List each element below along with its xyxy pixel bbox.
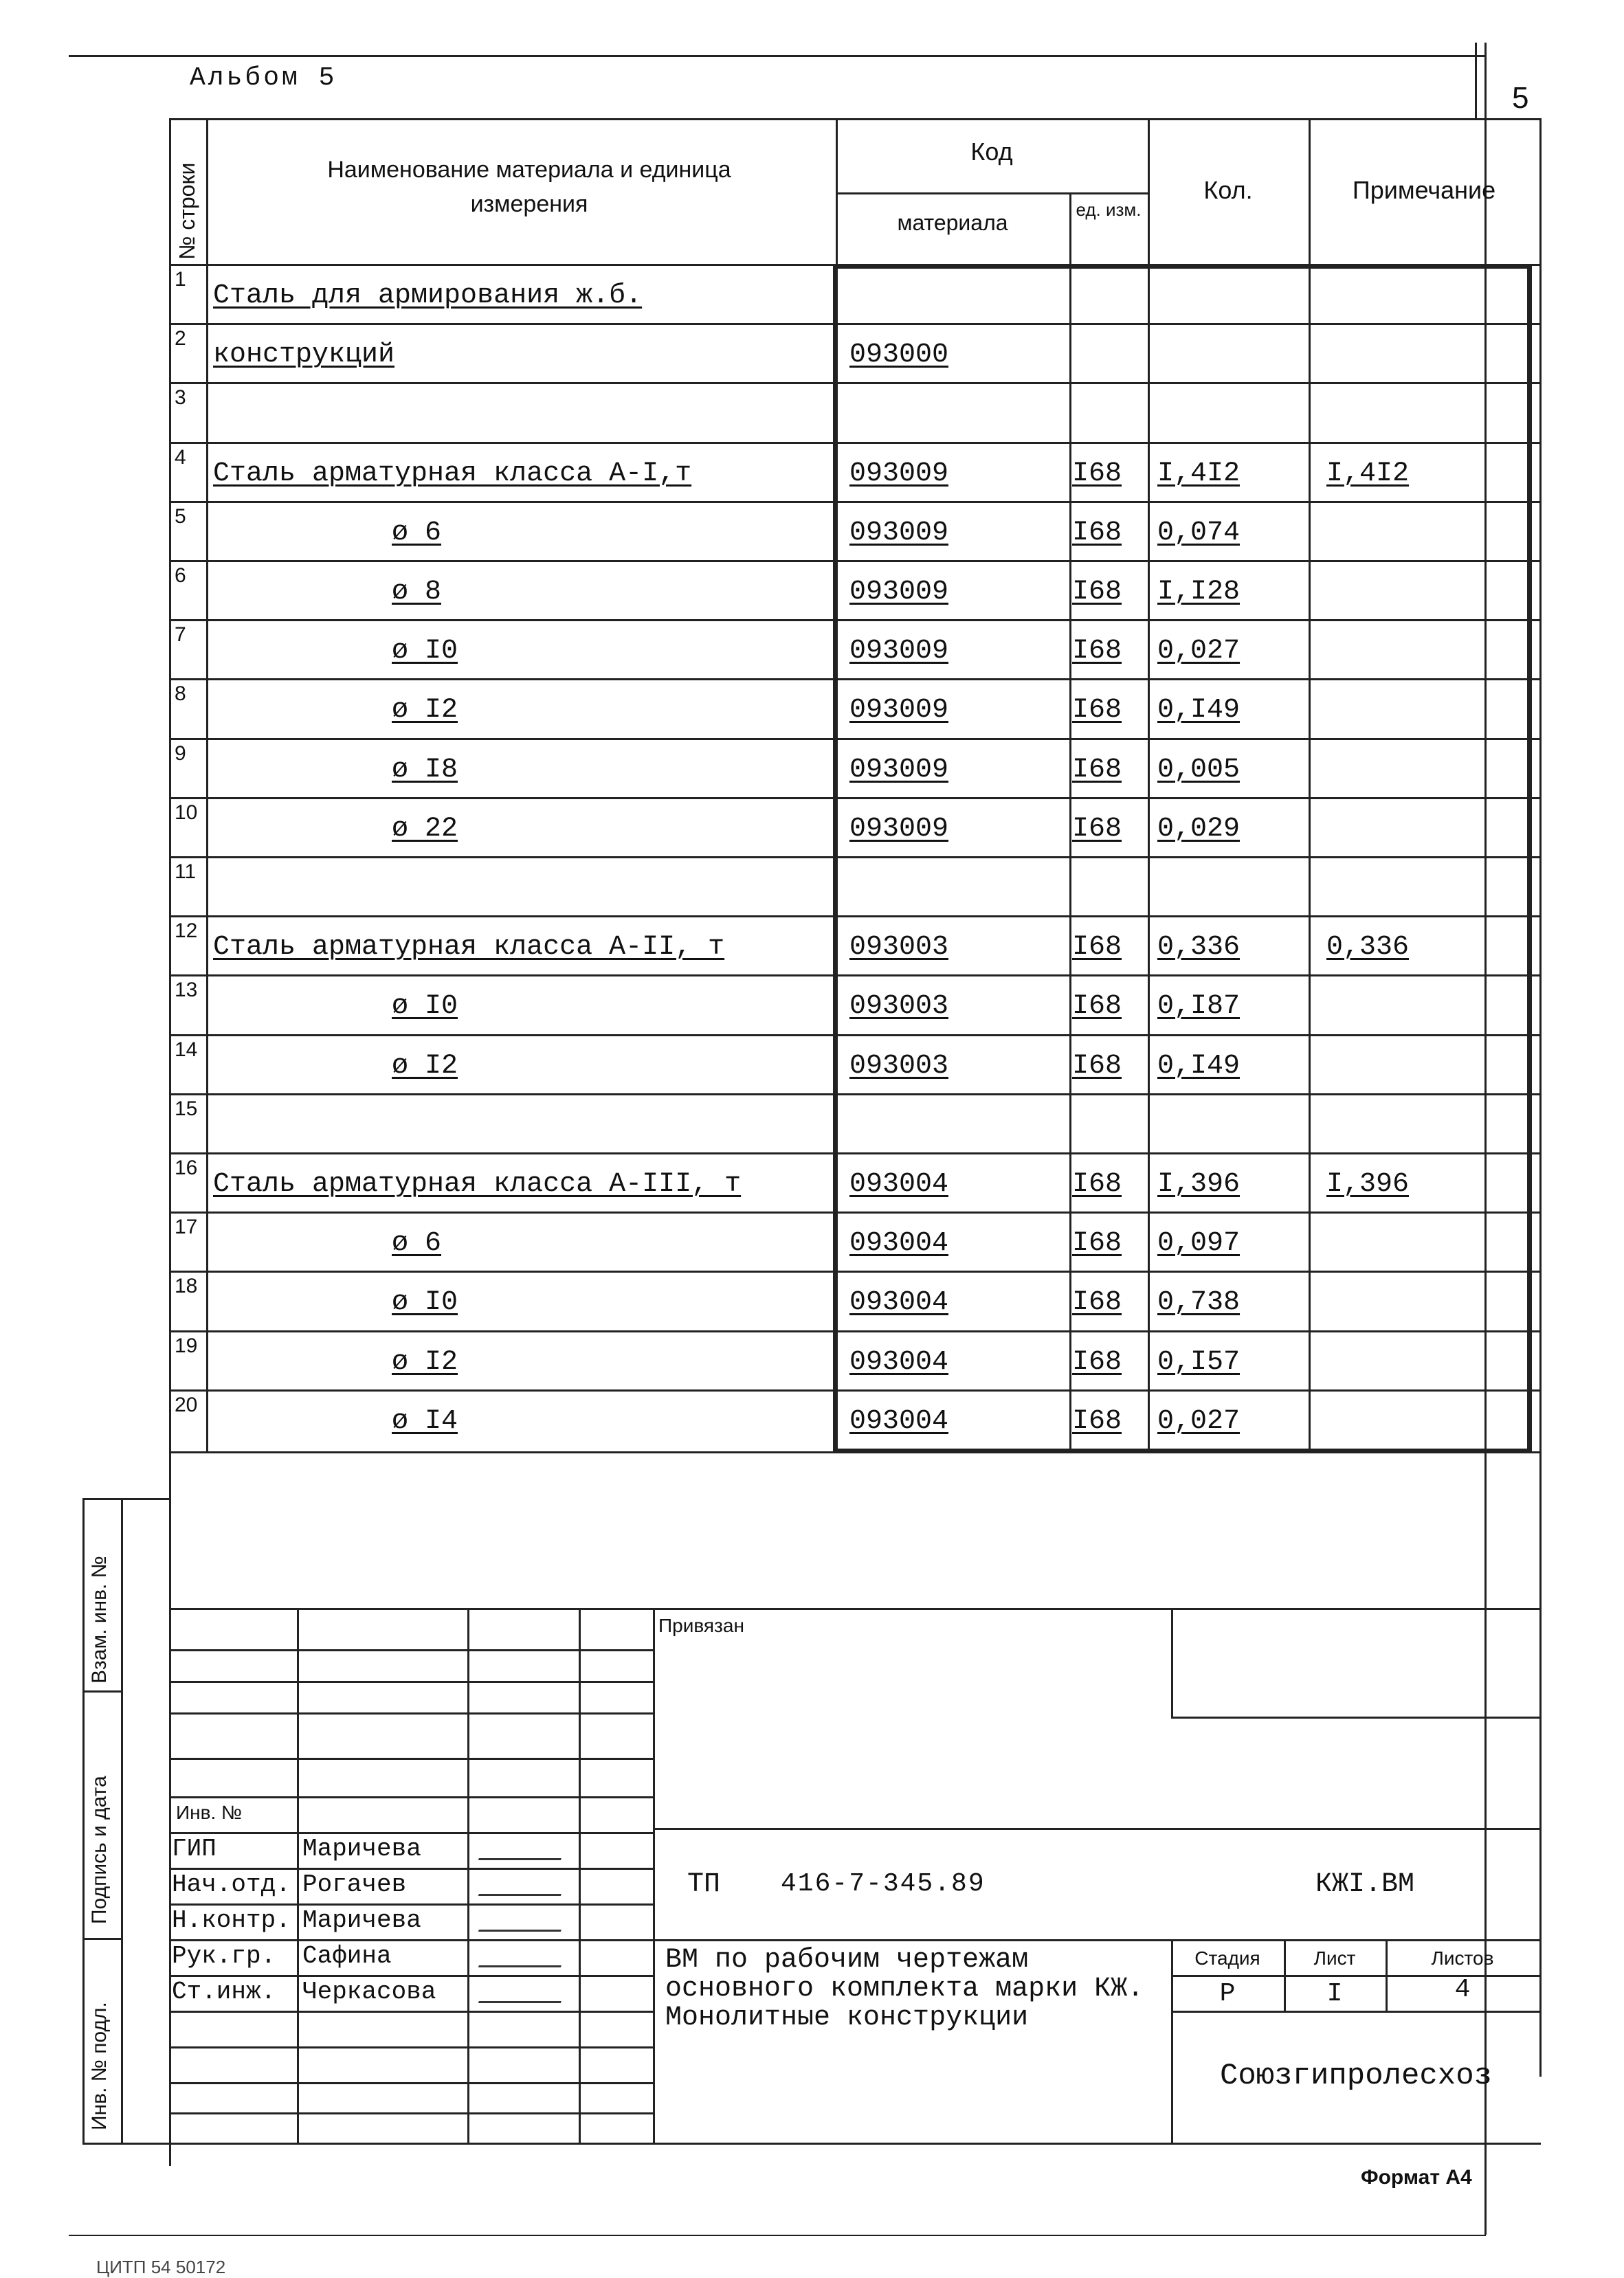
cell-name: ø I2: [392, 1050, 458, 1082]
side-sep-2: [82, 1938, 121, 1940]
cell-code: 093009: [849, 695, 949, 726]
row-separator: [169, 915, 1541, 917]
stamp-r10: [169, 1975, 653, 1977]
header-qty: Кол.: [1203, 176, 1253, 204]
cell-name: ø I8: [392, 754, 458, 785]
side-podpis: Подпись и дата: [88, 1776, 111, 1924]
sheet-value: I: [1326, 1979, 1343, 2009]
stamp-r2: [169, 1681, 653, 1683]
drawing-description: ВМ по рабочим чертежам основного комплекта марки КЖ. Монолитные конструкции: [665, 1946, 1144, 2033]
side-strip-right: [121, 1498, 123, 2144]
row-number: 17: [175, 1216, 198, 1239]
row-number: 18: [175, 1275, 198, 1298]
cell-unit: I68: [1072, 1405, 1122, 1437]
row-number: 20: [175, 1393, 198, 1416]
cell-unit: I68: [1072, 1169, 1122, 1200]
header-unit: ед. изм.: [1076, 199, 1142, 220]
stamp-col-3: [579, 1608, 581, 2144]
cell-qty: 0,I57: [1157, 1346, 1241, 1378]
cell-unit: I68: [1072, 754, 1122, 785]
row-separator: [169, 501, 1541, 503]
cell-code: 093004: [849, 1228, 949, 1260]
row-number: 6: [175, 564, 186, 587]
tp-number: 416-7-345.89: [781, 1869, 986, 1899]
signer-role: ГИП: [172, 1835, 216, 1863]
cell-qty: 0,005: [1157, 754, 1241, 785]
row-number: 14: [175, 1038, 198, 1061]
privyazan-label: Привязан: [658, 1615, 744, 1636]
cell-code: 093009: [849, 754, 949, 785]
signer-role: Рук.гр.: [172, 1942, 276, 1970]
cell-unit: I68: [1072, 813, 1122, 845]
sheets-value: 4: [1454, 1975, 1471, 2005]
row-separator: [169, 1389, 1541, 1392]
row-separator: [169, 323, 1541, 325]
format-label: Формат А4: [1361, 2166, 1472, 2189]
row-number: 7: [175, 623, 186, 647]
row-number: 3: [175, 386, 186, 410]
row-separator: [169, 974, 1541, 976]
cell-qty: I,396: [1157, 1169, 1241, 1200]
cell-code: 093004: [849, 1346, 949, 1378]
signer-name: Сафина: [302, 1942, 392, 1970]
signature-scribble: [478, 1880, 566, 1896]
row-separator: [169, 1330, 1541, 1332]
cell-code: 093009: [849, 813, 949, 845]
cell-name: ø 6: [392, 1228, 442, 1260]
row-separator: [169, 560, 1541, 562]
signature-scribble: [478, 1844, 566, 1860]
stamp-col-1: [297, 1608, 299, 2144]
signature-scribble: [478, 1952, 566, 1967]
signer-name: Черкасова: [302, 1978, 436, 2006]
stamp-r1: [169, 1649, 653, 1651]
header-name: Наименование материала и единица измерения: [327, 157, 731, 217]
frame-right: [1484, 43, 1487, 2235]
signer-role: Ст.инж.: [172, 1978, 276, 2006]
row-number: 15: [175, 1097, 198, 1120]
cell-code: 093009: [849, 517, 949, 548]
stamp-r14: [169, 2112, 653, 2114]
cell-name: ø 6: [392, 517, 442, 548]
row-separator: [169, 1093, 1541, 1095]
cell-qty: 0,336: [1157, 932, 1241, 963]
signature-scribble: [478, 1987, 566, 2003]
cell-name: ø I0: [392, 991, 458, 1023]
stamp-stage-left: [1171, 1939, 1173, 2143]
cell-name: ø I2: [392, 695, 458, 726]
cell-qty: 0,027: [1157, 1405, 1241, 1437]
stamp-bottom: [82, 2143, 1541, 2145]
side-top: [82, 1498, 169, 1500]
stage-header: Стадия: [1194, 1947, 1260, 1969]
cell-name: Сталь арматурная класса А-III, т: [213, 1169, 742, 1200]
row-separator: [169, 1211, 1541, 1214]
stamp-r5: [169, 1796, 653, 1798]
privyazan-split: [1171, 1608, 1173, 1718]
stamp-title-bottom: [653, 1939, 1541, 1941]
cell-unit: I68: [1072, 695, 1122, 726]
footer-code: ЦИТП 54 50172: [96, 2257, 226, 2277]
sheet-header: Лист: [1313, 1947, 1356, 1969]
cell-code: 093003: [849, 932, 949, 963]
row-separator: [169, 442, 1541, 444]
cell-unit: I68: [1072, 1050, 1122, 1082]
cell-name: ø 22: [392, 813, 458, 845]
cell-note: 0,336: [1326, 932, 1410, 963]
row-number: 2: [175, 327, 186, 350]
row-separator: [169, 738, 1541, 740]
cell-code: 093003: [849, 991, 949, 1023]
cell-qty: 0,I49: [1157, 1050, 1241, 1082]
col-unit-left-header: [1069, 192, 1071, 264]
page-number-box-left: [1475, 43, 1477, 120]
stamp-r7: [169, 1868, 653, 1870]
row-number: 12: [175, 919, 198, 943]
row-number: 10: [175, 801, 198, 824]
signer-name: Рогачев: [302, 1871, 407, 1899]
stamp-r13: [169, 2082, 653, 2084]
stamp-top: [169, 1608, 1541, 1610]
cell-qty: 0,097: [1157, 1228, 1241, 1260]
header-top: [169, 118, 1541, 120]
row-number: 1: [175, 268, 186, 291]
cell-code: 093004: [849, 1287, 949, 1319]
signer-role: Нач.отд.: [172, 1871, 291, 1899]
album-label: Альбом 5: [190, 63, 337, 93]
cell-code: 093004: [849, 1169, 949, 1200]
cell-name: Сталь арматурная класса А-I,т: [213, 458, 692, 489]
row-separator: [169, 1152, 1541, 1154]
cell-qty: I,4I2: [1157, 458, 1241, 489]
row-number: 5: [175, 504, 186, 528]
row-separator: [169, 856, 1541, 858]
row-number: 19: [175, 1334, 198, 1357]
inv-no-label: Инв. №: [176, 1802, 243, 1823]
stamp-stage-bottom: [1171, 2011, 1541, 2013]
stamp-r9: [169, 1939, 653, 1941]
table-left: [169, 118, 171, 2166]
cell-unit: I68: [1072, 577, 1122, 607]
privyazan-bottom-right: [1171, 1717, 1541, 1719]
table-right: [1539, 118, 1542, 2077]
cell-qty: 0,074: [1157, 517, 1241, 548]
row-number: 8: [175, 682, 186, 706]
stamp-r6: [169, 1832, 653, 1834]
cell-note: I,396: [1326, 1169, 1410, 1200]
cell-unit: I68: [1072, 636, 1122, 667]
tp-label: ТП: [687, 1869, 721, 1900]
cell-note: I,4I2: [1326, 458, 1410, 489]
code-subheader-line: [836, 192, 1148, 194]
stage-value: Р: [1219, 1979, 1236, 2009]
cell-name: конструкций: [213, 339, 395, 371]
cell-qty: 0,I49: [1157, 695, 1241, 726]
col-rownum: [206, 118, 208, 1451]
cell-unit: I68: [1072, 458, 1122, 489]
row-separator: [169, 678, 1541, 680]
cell-name: ø I2: [392, 1346, 458, 1378]
header-note: Примечание: [1352, 176, 1496, 204]
signature-scribble: [478, 1916, 566, 1932]
stamp-r12: [169, 2046, 653, 2048]
frame-top: [69, 55, 1484, 57]
cell-name: ø 8: [392, 577, 442, 607]
header-code: Код: [970, 137, 1013, 166]
cell-name: ø I0: [392, 636, 458, 667]
cell-code: 093009: [849, 458, 949, 489]
page-number: 5: [1512, 81, 1529, 115]
side-sep-1: [82, 1690, 121, 1693]
stamp-r3: [169, 1712, 653, 1715]
cell-name: Сталь для армирования ж.б.: [213, 280, 643, 311]
cell-qty: 0,738: [1157, 1287, 1241, 1319]
row-number: 11: [175, 860, 197, 883]
sheets-header: Листов: [1431, 1947, 1494, 1969]
cell-unit: I68: [1072, 991, 1122, 1023]
side-inv-podl: Инв. № подл.: [88, 2002, 111, 2130]
cell-unit: I68: [1072, 1287, 1122, 1319]
stamp-r11: [169, 2011, 653, 2013]
body-bottom: [169, 1451, 1541, 1453]
cell-code: 093000: [849, 339, 949, 371]
stamp-r4: [169, 1758, 653, 1760]
cell-unit: I68: [1072, 1228, 1122, 1260]
stamp-title-top: [653, 1828, 1541, 1830]
side-strip-left: [82, 1498, 85, 2144]
signer-role: Н.контр.: [172, 1906, 291, 1934]
row-separator: [169, 797, 1541, 799]
cell-code: 093004: [849, 1405, 949, 1437]
cell-qty: 0,029: [1157, 813, 1241, 845]
row-separator: [169, 382, 1541, 384]
header-row-no: № строки: [175, 162, 199, 260]
organization: Союзгипролесхоз: [1219, 2059, 1493, 2093]
page-bottom-line: [69, 2235, 1486, 2236]
cell-code: 093003: [849, 1050, 949, 1082]
row-separator: [169, 1034, 1541, 1036]
row-number: 4: [175, 445, 186, 469]
signer-name: Маричева: [302, 1835, 421, 1863]
signer-name: Маричева: [302, 1906, 421, 1934]
row-separator: [169, 619, 1541, 621]
stamp-col-4: [653, 1608, 655, 2144]
cell-qty: 0,027: [1157, 636, 1241, 667]
side-vzam: Взам. инв. №: [88, 1556, 111, 1684]
cell-unit: I68: [1072, 517, 1122, 548]
cell-qty: I,I28: [1157, 577, 1241, 607]
cell-unit: I68: [1072, 932, 1122, 963]
cell-name: Сталь арматурная класса А-II, т: [213, 932, 725, 963]
stamp-r8: [169, 1903, 653, 1906]
cell-unit: I68: [1072, 1346, 1122, 1378]
cell-name: ø I0: [392, 1287, 458, 1319]
cell-code: 093009: [849, 636, 949, 667]
row-number: 16: [175, 1157, 198, 1179]
row-number: 13: [175, 979, 198, 1002]
cell-name: ø I4: [392, 1405, 458, 1437]
cell-qty: 0,I87: [1157, 991, 1241, 1023]
row-number: 9: [175, 741, 186, 765]
stamp-col-2: [467, 1608, 469, 2144]
row-separator: [169, 1271, 1541, 1273]
drawing-mark: КЖI.ВМ: [1315, 1869, 1415, 1900]
header-material: материала: [897, 210, 1008, 235]
body-top-thick: [833, 264, 1532, 269]
cell-code: 093009: [849, 577, 949, 607]
